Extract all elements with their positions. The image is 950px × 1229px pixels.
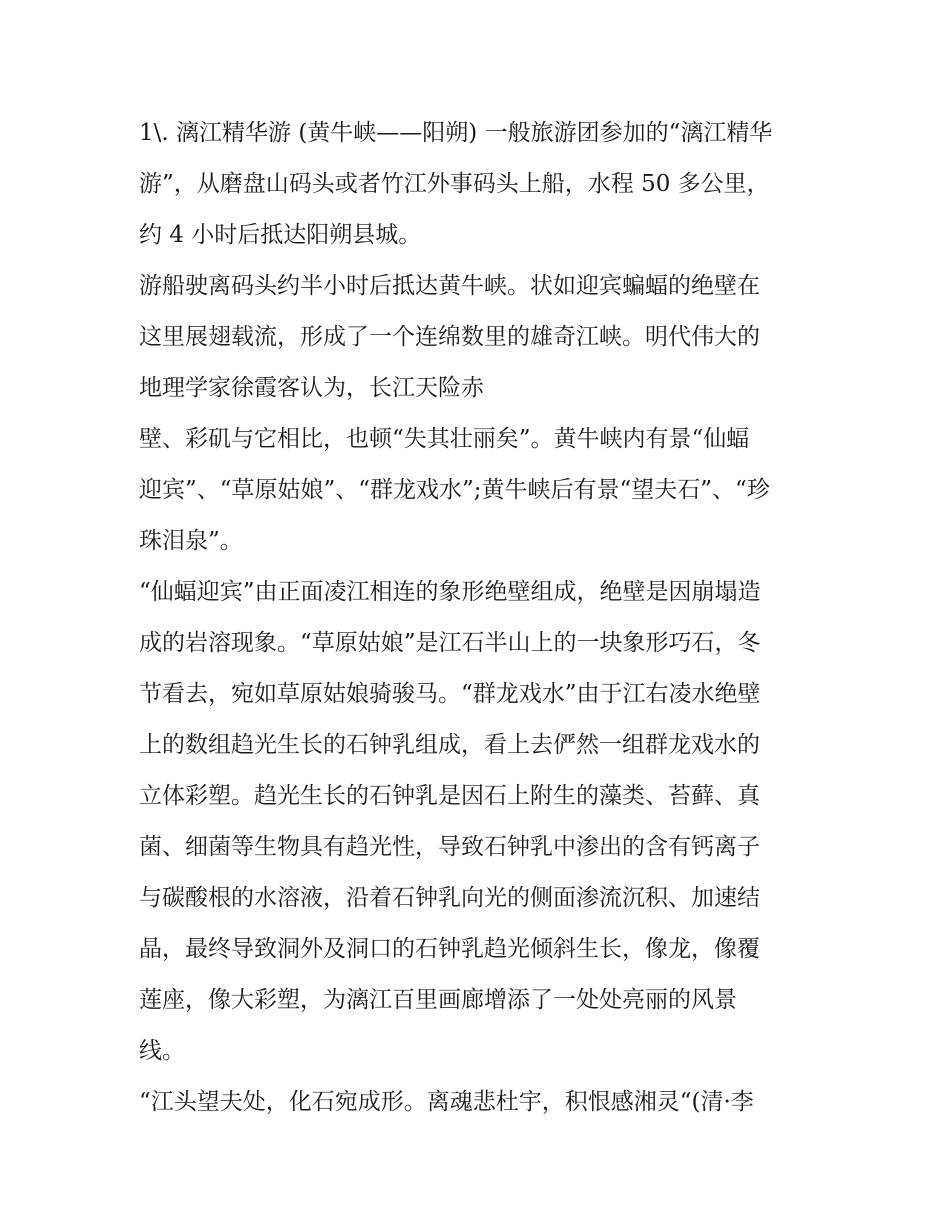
paragraph-poem: “江头望夫处，化石宛成形。离魂悲杜宇，积恨感湘灵“(清·李 [139,1089,754,1115]
paragraph-scenery-description: “仙蝠迎宾”由正面凌江相连的象形绝壁组成，绝壁是因崩塌造 成的岩溶现象。“草原姑娘”是江石半山上的一块象形巧石，冬 节看去，宛如草原姑娘骑骏马。“群龙戏水”由于江右凌水绝壁 上的数组趋光生长的石钟乳组成，看上去俨然一组群龙戏水的 立体彩塑。趋光生长的石钟乳是因石上附生的藻类、苔藓、真 菌、细菌等生物具有趋光性，导致石钟乳中渗出的含有钙离子 与碳酸根的水溶液，沿着石钟乳向光的侧面渗流沉积、加速结 晶，最终导致洞外及洞口的石钟乳趋光倾斜生长，像龙，像覆 莲座，像大彩塑，为漓江百里画廊增添了一处处亮丽的风景 线。 [139,579,761,1064]
document-page [139,108,819,1128]
paragraph-intro: 1\. 漓江精华游 (黄牛峡——阳朔) 一般旅游团参加的“漓江精华 游”，从磨盘山码头或者竹江外事码头上船，水程 50 多公里， 约 4 小时后抵达阳朔县城。 [139,120,773,248]
paragraph-scenery-list: 壁、彩矶与它相比，也顿“失其壮丽矣”。黄牛峡内有景“仙蝠 迎宾”、“草原姑娘”、“群龙戏水”;黄牛峡后有景“望夫石”、“珍 珠泪泉”。 [139,426,770,554]
paragraph-huangniu-gorge: 游船驶离码头约半小时后抵达黄牛峡。状如迎宾蝙蝠的绝壁在 这里展翅载流，形成了一个连绵数里的雄奇江峡。明代伟大的 地理学家徐霞客认为，长江天险赤 [139,273,760,401]
